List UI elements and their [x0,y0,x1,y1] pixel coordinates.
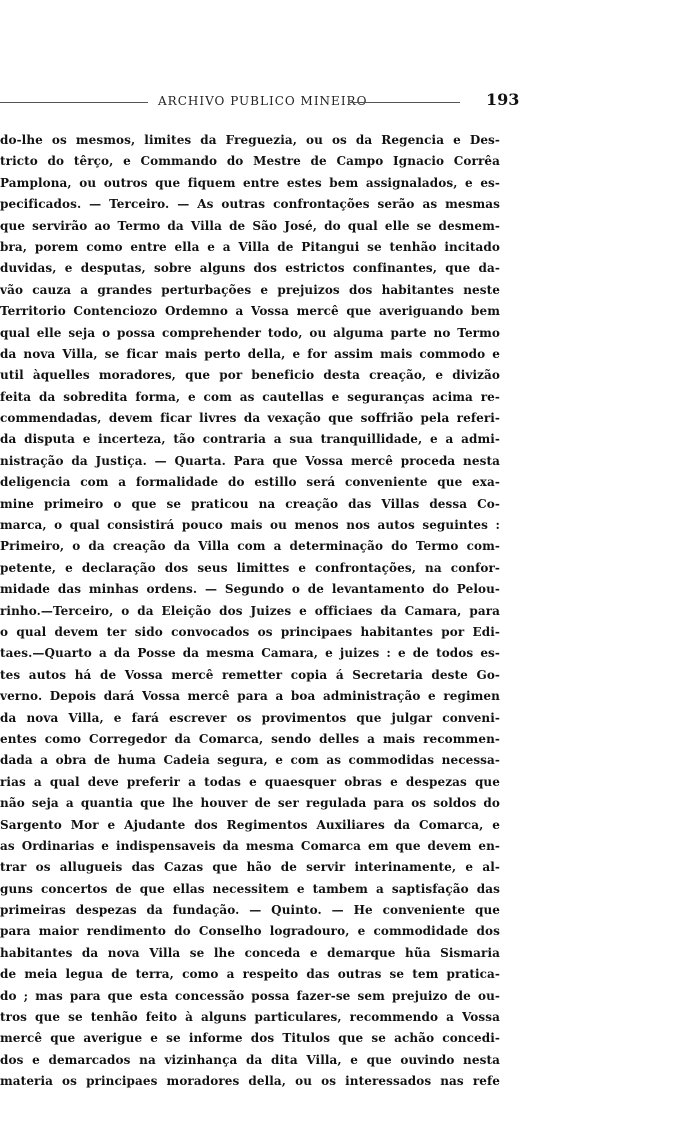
text-line: guns concertos de que ellas necessitem e tambem a saptisfação das [0,881,500,896]
text-line: o qual devem ter sido convocados os principaes habitantes por Edi- [0,624,500,639]
text-line: trar os allugueis das Cazas que hão de servir interinamente, e al- [0,860,500,875]
text-line: Territorio Contenciozo Ordemno a Vossa mercê que averiguando bem [0,304,500,319]
text-line: tes autos há de Vossa mercê remetter copia á Secretaria deste Go- [0,667,500,682]
page-header [0,88,560,116]
text-line: entes como Corregedor da Comarca, sendo delles a mais recommen- [0,731,500,746]
text-line: mine primeiro o que se praticou na creação das Villas dessa Co- [0,496,500,511]
text-line: commendadas, devem ficar livres da vexação que soffrião pela referi- [0,411,500,426]
text-line: Pamplona, ou outros que fiquem entre estes bem assignalados, e es- [0,175,500,190]
text-line: verno. Depois dará Vossa mercê para a boa administração e regimen [0,689,500,704]
header-rule-right [350,102,460,103]
text-line: tros que se tenhão feito à alguns particulares, recommendo a Vossa [0,1010,500,1025]
text-line: bra, porem como entre ella e a Villa de Pitangui se tenhão incitado [0,239,500,254]
text-line: habitantes da nova Villa se lhe conceda e demarque hũa Sismaria [0,945,500,960]
text-line: do-lhe os mesmos, limites da Freguezia, ou os da Regencia e Des- [0,133,500,147]
text-line: dada a obra de huma Cadeia segura, e com as commodidas necessa- [0,753,500,768]
text-line: dos e demarcados na vizinhança da dita Villa, e que ouvindo nesta [0,1052,500,1067]
text-line: primeiras despezas da fundação. — Quinto. — He conveniente que [0,903,500,918]
text-line: tricto do têrço, e Commando do Mestre de Campo Ignacio Corrêa [0,154,500,169]
text-line: não seja a quantia que lhe houver de ser regulada para os soldos do [0,796,500,811]
text-line: Sargento Mor e Ajudante dos Regimentos Auxiliares da Comarca, e [0,817,500,832]
text-line: do ; mas para que esta concessão possa fazer-se sem prejuizo de ou- [0,988,500,1003]
text-line: da nova Villa, e fará escrever os provimentos que julgar conveni- [0,710,500,725]
text-line: mercê que averigue e se informe dos Titulos que se achão concedi- [0,1031,500,1046]
header-rule-left [0,102,148,103]
running-head: ARCHIVO PUBLICO MINEIRO [158,94,368,108]
text-line: feita da sobredita forma, e com as cautellas e seguranças acima re- [0,389,500,404]
text-line: rinho.—Terceiro, o da Eleição dos Juizes e officiaes da Camara, para [0,603,500,618]
text-line: da nova Villa, se ficar mais perto della, e for assim mais commodo e [0,346,500,361]
text-line: que servirão ao Termo da Villa de São José, do qual elle se desmem- [0,218,500,233]
text-line: taes.—Quarto a da Posse da mesma Camara, e juizes : e de todos es- [0,646,500,661]
text-line: as Ordinarias e indispensaveis da mesma Comarca em que devem en- [0,838,500,853]
text-line: petente, e declaração dos seus limittes e confrontações, na confor- [0,560,500,575]
text-line: para maior rendimento do Conselho logradouro, e commodidade dos [0,924,500,939]
text-line: midade das minhas ordens. — Segundo o de levantamento do Pelou- [0,582,500,597]
text-line: qual elle seja o possa comprehender todo, ou alguma parte no Termo [0,325,500,340]
body-text [0,130,500,1093]
text-line: deligencia com a formalidade do estillo será conveniente que exa- [0,475,500,490]
text-line: pecificados. — Terceiro. — As outras confrontações serão as mesmas [0,197,500,212]
text-line: util àquelles moradores, que por beneficio desta creação, e divizão [0,368,500,383]
page-number: 193 [486,90,520,109]
text-line: marca, o qual consistirá pouco mais ou menos nos autos seguintes : [0,518,500,533]
text-line: rias a qual deve preferir a todas e quaesquer obras e despezas que [0,774,500,789]
text-line: duvidas, e desputas, sobre alguns dos estrictos confinantes, que da- [0,261,500,276]
text-line: da disputa e incerteza, tão contraria a sua tranquillidade, e a admi- [0,432,500,447]
text-line: vão cauza a grandes perturbações e prejuizos dos habitantes neste [0,282,500,297]
text-line: nistração da Justiça. — Quarta. Para que Vossa mercê proceda nesta [0,453,500,468]
text-line: de meia legua de terra, como a respeito das outras se tem pratica- [0,967,500,982]
text-line: Primeiro, o da creação da Villa com a determinação do Termo com- [0,539,500,554]
text-line: materia os principaes moradores della, ou os interessados nas refe [0,1074,500,1089]
